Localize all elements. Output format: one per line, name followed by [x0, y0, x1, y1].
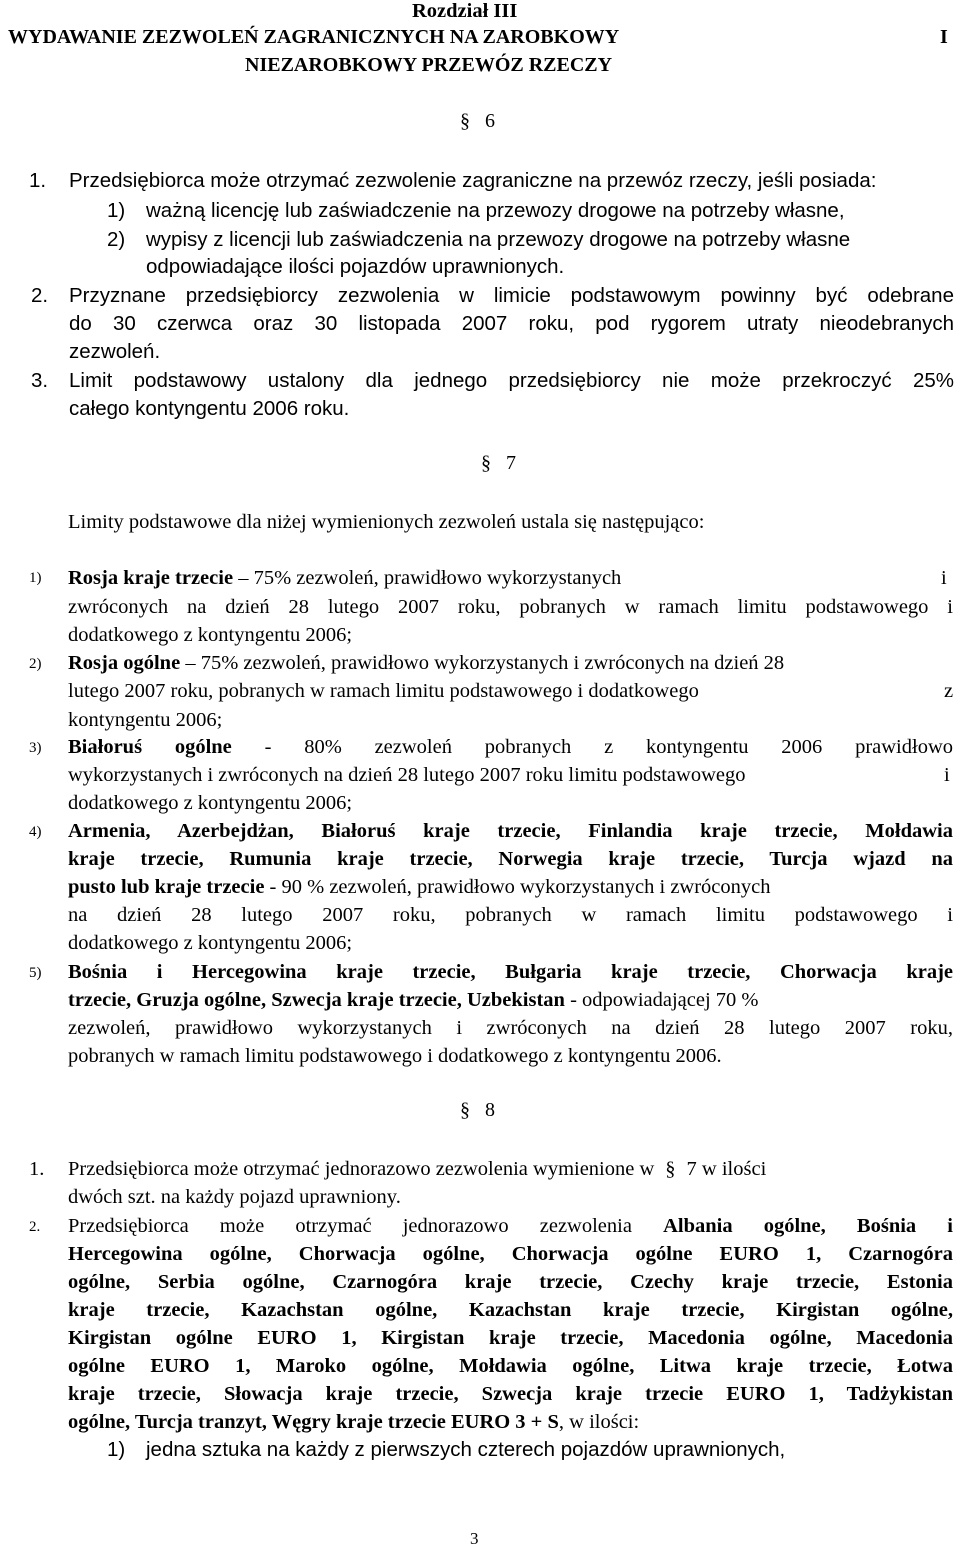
- page-number: 3: [470, 1529, 479, 1548]
- s7-item-line: [68, 650, 784, 676]
- s7-item-line: lutego 2007 roku, pobranych w ramach limitu podstawowego i dodatkowego: [68, 680, 699, 702]
- item-text: - 90 % zezwoleń, prawidłowo wykorzystanych i zwróconych: [264, 876, 771, 898]
- s8-p2-item-text: jedna sztuka na każdy z pierwszych czterech pojazdów uprawnionych,: [146, 1438, 786, 1461]
- s7-item-line: dodatkowego z kontyngentu 2006;: [68, 792, 353, 814]
- s8-p2-text: , w ilości:: [558, 1411, 640, 1433]
- s8-p1-number: 1.: [29, 1158, 45, 1180]
- country-list: ogólne, Turcja tranzyt, Węgry kraje trzecie EURO 3 + S: [68, 1411, 559, 1433]
- s7-item-number: 2): [29, 656, 42, 672]
- item-text: – 75% zezwoleń, prawidłowo wykorzystanych i zwróconych na dzień 28: [180, 652, 785, 674]
- s8-p2-line: [68, 1409, 639, 1435]
- s7-item-line: dodatkowego z kontyngentu 2006;: [68, 624, 353, 646]
- s6-p2-line: zezwoleń.: [69, 340, 161, 363]
- country-name: Rosja ogólne: [68, 652, 181, 674]
- country-name: Białoruś ogólne: [68, 736, 232, 758]
- section-sign: §: [665, 1158, 676, 1180]
- s8-p2-text: Przedsiębiorca może otrzymać jednorazowo zezwolenia: [68, 1215, 664, 1237]
- s8-p2-item-number: 1): [107, 1438, 126, 1461]
- s8-p2-line: [68, 1213, 953, 1239]
- s7-item-line: Bośnia i Hercegowina kraje trzecie, Bułgaria kraje trzecie, Chorwacja kraje: [68, 961, 953, 983]
- section-7-heading: [481, 452, 516, 475]
- s6-p1-item-number: 2): [107, 228, 126, 251]
- s7-item-tail: z: [944, 680, 954, 702]
- section-6-heading: [460, 110, 495, 133]
- s7-item-line: dodatkowego z kontyngentu 2006;: [68, 932, 353, 954]
- s8-p1-text: Przedsiębiorca może otrzymać jednorazowo zezwolenia wymienione w: [68, 1158, 655, 1180]
- item-text: - odpowiadającej 70 %: [564, 989, 759, 1011]
- s7-item-line: [68, 987, 758, 1013]
- s8-p1-text-end: 7 w ilości: [686, 1158, 767, 1180]
- s7-item-line: [68, 874, 771, 900]
- s6-p1-item-text-cont: odpowiadające ilości pojazdów uprawnionych.: [146, 255, 565, 278]
- country-name: pusto lub kraje trzecie: [68, 876, 265, 898]
- section-number: 7: [506, 452, 516, 474]
- s7-intro: Limity podstawowe dla niżej wymienionych zezwoleń ustala się następująco:: [68, 511, 705, 533]
- country-name: Rosja kraje trzecie: [68, 567, 234, 589]
- s8-p2-number: 2.: [29, 1219, 41, 1235]
- s6-p1-item-text: wypisy z licencji lub zaświadczenia na przewozy drogowe na potrzeby własne: [146, 228, 851, 251]
- section-number: 8: [485, 1099, 495, 1121]
- s6-p1-number: 1.: [29, 169, 47, 192]
- item-text: - 80% zezwoleń pobranych z kontyngentu 2006 prawidłowo: [231, 736, 953, 758]
- s8-p1-line: [68, 1156, 766, 1182]
- s7-item-number: 3): [29, 740, 42, 756]
- s6-p2-number: 2.: [31, 284, 49, 307]
- s7-item-line: zezwoleń, prawidłowo wykorzystanych i zwróconych na dzień 28 lutego 2007 roku,: [68, 1017, 953, 1039]
- chapter-title-line-1-tail: I: [940, 26, 948, 48]
- s7-item-number: 4): [29, 824, 42, 840]
- chapter-heading: Rozdział III: [412, 0, 518, 22]
- s7-item-line: [68, 734, 953, 760]
- s7-item-number: 5): [29, 965, 42, 981]
- s7-item-line: na dzień 28 lutego 2007 roku, pobranych w ramach limitu podstawowego i: [68, 904, 953, 926]
- s6-p2-line: Przyznane przedsiębiorcy zezwolenia w limicie podstawowym powinny być odebrane: [69, 284, 954, 307]
- s7-item-line: Armenia, Azerbejdżan, Białoruś kraje trzecie, Finlandia kraje trzecie, Mołdawia: [68, 820, 953, 842]
- section-sign: §: [460, 110, 470, 132]
- s7-item-tail: i: [941, 567, 947, 589]
- s6-p1-text: Przedsiębiorca może otrzymać zezwolenie zagraniczne na przewóz rzeczy, jeśli posiada:: [69, 169, 877, 192]
- s6-p3-line: całego kontyngentu 2006 roku.: [69, 397, 350, 420]
- section-8-heading: [460, 1099, 495, 1122]
- country-name: trzecie, Gruzja ogólne, Szwecja kraje trzecie, Uzbekistan: [68, 989, 565, 1011]
- country-list: Albania ogólne, Bośnia i: [663, 1215, 953, 1237]
- section-sign: §: [460, 1099, 470, 1121]
- s7-item-line: kontyngentu 2006;: [68, 709, 223, 731]
- chapter-title-line-1: WYDAWANIE ZEZWOLEŃ ZAGRANICZNYCH NA ZAROBKOWY: [8, 26, 620, 48]
- section-sign: §: [481, 452, 491, 474]
- s8-p1-line: dwóch szt. na każdy pojazd uprawniony.: [68, 1186, 401, 1208]
- item-text: – 75% zezwoleń, prawidłowo wykorzystanych: [233, 567, 622, 589]
- s7-item-line: wykorzystanych i zwróconych na dzień 28 lutego 2007 roku limitu podstawowego: [68, 764, 746, 786]
- s8-p2-line: ogólne EURO 1, Maroko ogólne, Mołdawia ogólne, Litwa kraje trzecie, Łotwa: [68, 1355, 953, 1377]
- s7-item-line: zwróconych na dzień 28 lutego 2007 roku, pobranych w ramach limitu podstawowego i: [68, 596, 953, 618]
- s7-item-number: 1): [29, 570, 42, 586]
- section-number: 6: [485, 110, 495, 132]
- s8-p2-line: Kirgistan ogólne EURO 1, Kirgistan kraje trzecie, Macedonia ogólne, Macedonia: [68, 1327, 953, 1349]
- chapter-title-line-2: NIEZAROBKOWY PRZEWÓZ RZECZY: [245, 54, 613, 76]
- s8-p2-line: kraje trzecie, Słowacja kraje trzecie, Szwecja kraje trzecie EURO 1, Tadżykistan: [68, 1383, 953, 1405]
- s7-item-line: kraje trzecie, Rumunia kraje trzecie, Norwegia kraje trzecie, Turcja wjazd na: [68, 848, 953, 870]
- s6-p2-line: do 30 czerwca oraz 30 listopada 2007 roku, pod rygorem utraty nieodebranych: [69, 312, 954, 335]
- s8-p2-line: Hercegowina ogólne, Chorwacja ogólne, Chorwacja ogólne EURO 1, Czarnogóra: [68, 1243, 953, 1265]
- s8-p2-line: ogólne, Serbia ogólne, Czarnogóra kraje trzecie, Czechy kraje trzecie, Estonia: [68, 1271, 953, 1293]
- s6-p1-item-text: ważną licencję lub zaświadczenie na przewozy drogowe na potrzeby własne,: [146, 199, 845, 222]
- s6-p3-number: 3.: [31, 369, 49, 392]
- s6-p1-item-number: 1): [107, 199, 126, 222]
- s7-item-line: pobranych w ramach limitu podstawowego i dodatkowego z kontyngentu 2006.: [68, 1045, 722, 1067]
- s7-item-line: [68, 565, 621, 591]
- s6-p3-line: Limit podstawowy ustalony dla jednego przedsiębiorcy nie może przekroczyć 25%: [69, 369, 954, 392]
- s7-item-tail: i: [944, 764, 950, 786]
- s8-p2-line: kraje trzecie, Kazachstan ogólne, Kazachstan kraje trzecie, Kirgistan ogólne,: [68, 1299, 953, 1321]
